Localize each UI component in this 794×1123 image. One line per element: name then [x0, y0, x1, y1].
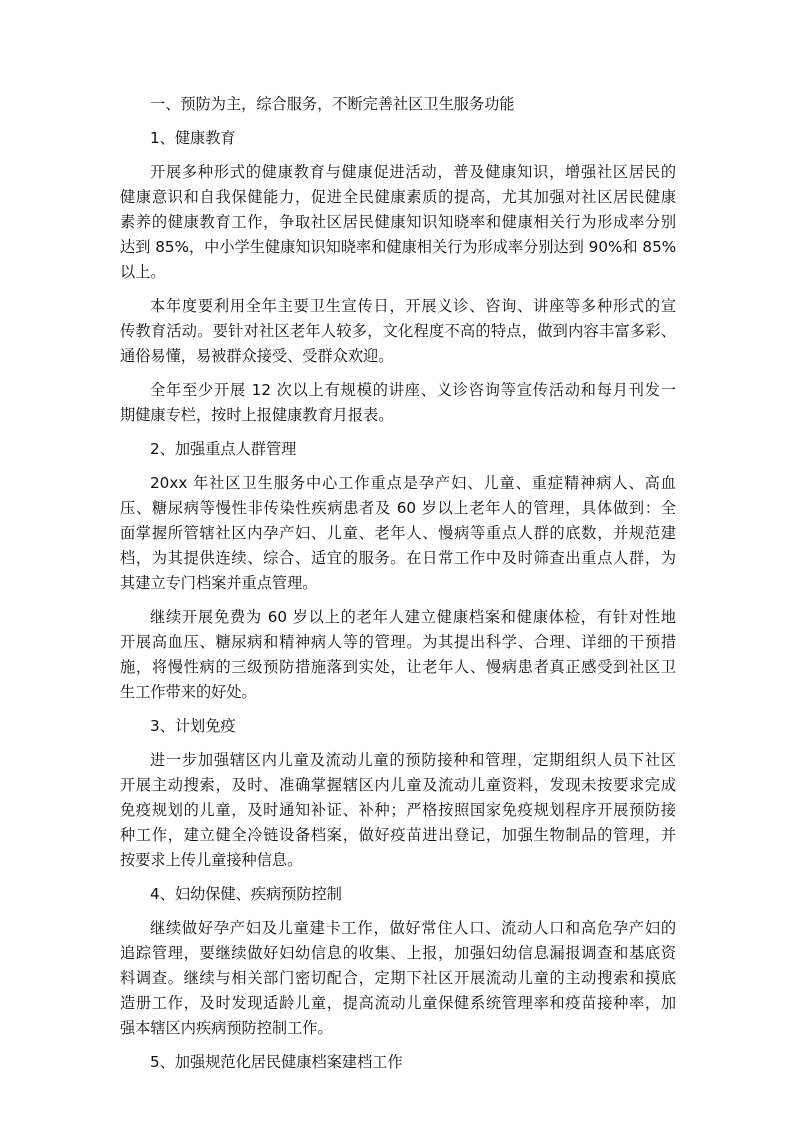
- paragraph-line: 开展高血压、糖尿病和精神病人等的管理。为其提出科学、合理、详细的干预措: [120, 633, 676, 651]
- paragraph-line: 进一步加强辖区内儿童及流动儿童的预防接种和管理，定期组织人员下社区: [150, 751, 676, 769]
- subsection-heading: [120, 714, 676, 739]
- heading-text: 1、健康教育: [150, 129, 236, 147]
- paragraph: [120, 378, 676, 428]
- paragraph-line: 强本辖区内疾病预防控制工作。: [120, 1019, 333, 1037]
- paragraph-line: 其建立专门档案并重点管理。: [120, 574, 318, 592]
- paragraph: [120, 605, 676, 705]
- paragraph-line: 素养的健康教育工作，争取社区居民健康知识知晓率和健康相关行为形成率分别: [120, 213, 676, 231]
- subsection-heading: [120, 882, 676, 907]
- subsection-heading: [120, 1050, 676, 1075]
- section-title: 一、预防为主，综合服务，不断完善社区卫生服务功能: [150, 95, 515, 113]
- paragraph-line: 以上。: [120, 263, 166, 281]
- heading-text: 3、计划免疫: [150, 717, 236, 735]
- paragraph-line: 造册工作，及时发现适龄儿童，提高流动儿童保健系统管理率和疫苗接种率，加: [120, 994, 676, 1012]
- paragraph-line: 健康意识和自我保健能力，促进全民健康素质的提高，尤其加强对社区居民健康: [120, 188, 676, 206]
- paragraph-line: 继续做好孕产妇及儿童建卡工作，做好常住人口、流动人口和高危孕产妇的: [150, 919, 676, 937]
- paragraph-line: 全年至少开展 12 次以上有规模的讲座、义诊咨询等宣传活动和每月刊发一: [150, 381, 676, 399]
- paragraph-line: 传教育活动。要针对社区老年人较多，文化程度不高的特点，做到内容丰富多彩、: [120, 322, 676, 340]
- paragraph: [120, 294, 676, 369]
- paragraph-line: 开展多种形式的健康教育与健康促进活动，普及健康知识，增强社区居民的: [150, 163, 676, 181]
- subsection-heading: [120, 126, 676, 151]
- paragraph-line: 本年度要利用全年主要卫生宣传日，开展义诊、咨询、讲座等多种形式的宣: [150, 297, 676, 315]
- paragraph-line: 开展主动搜索，及时、准确掌握辖区内儿童及流动儿童资料，发现未按要求完成: [120, 776, 676, 794]
- paragraph-line: 种工作，建立健全冷链设备档案，做好疫苗进出登记，加强生物制品的管理，并: [120, 826, 676, 844]
- paragraph-line: 继续开展免费为 60 岁以上的老年人建立健康档案和健康体检，有针对性地: [150, 608, 676, 626]
- paragraph-line: 追踪管理，要继续做好妇幼信息的收集、上报，加强妇幼信息漏报调查和基底资: [120, 944, 676, 962]
- heading-text: 4、妇幼保健、疾病预防控制: [150, 885, 342, 903]
- paragraph-line: 料调查。继续与相关部门密切配合，定期下社区开展流动儿童的主动搜索和摸底: [120, 969, 676, 987]
- paragraph-line: 面掌握所管辖社区内孕产妇、儿童、老年人、慢病等重点人群的底数，并规范建: [120, 524, 676, 542]
- paragraph-line: 按要求上传儿童接种信息。: [120, 851, 303, 869]
- heading-text: 2、加强重点人群管理: [150, 440, 297, 458]
- paragraph-line: 期健康专栏，按时上报健康教育月报表。: [120, 406, 394, 424]
- paragraph: [120, 160, 676, 285]
- paragraph: [120, 916, 676, 1041]
- paragraph-line: 通俗易懂，易被群众接受、受群众欢迎。: [120, 347, 394, 365]
- paragraph-line: 免疫规划的儿童，及时通知补证、补种；严格按照国家免疫规划程序开展预防接: [120, 801, 676, 819]
- subsection-heading: [120, 437, 676, 462]
- paragraph-line: 达到 85%，中小学生健康知识知晓率和健康相关行为形成率分别达到 90%和 85%: [120, 238, 677, 256]
- paragraph-line: 20xx 年社区卫生服务中心工作重点是孕产妇、儿童、重症精神病人、高血: [150, 474, 676, 492]
- paragraph-line: 施，将慢性病的三级预防措施落到实处，让老年人、慢病患者真正感受到社区卫: [120, 658, 676, 676]
- paragraph-line: 压、糖尿病等慢性非传染性疾病患者及 60 岁以上老年人的管理，具体做到：全: [120, 499, 676, 517]
- paragraph-line: 档，为其提供连续、综合、适宜的服务。在日常工作中及时筛查出重点人群，为: [120, 549, 676, 567]
- heading-text: 5、加强规范化居民健康档案建档工作: [150, 1053, 403, 1071]
- paragraph: [120, 471, 676, 596]
- paragraph: [120, 748, 676, 873]
- document-body: [120, 92, 676, 1084]
- paragraph-line: 生工作带来的好处。: [120, 683, 257, 701]
